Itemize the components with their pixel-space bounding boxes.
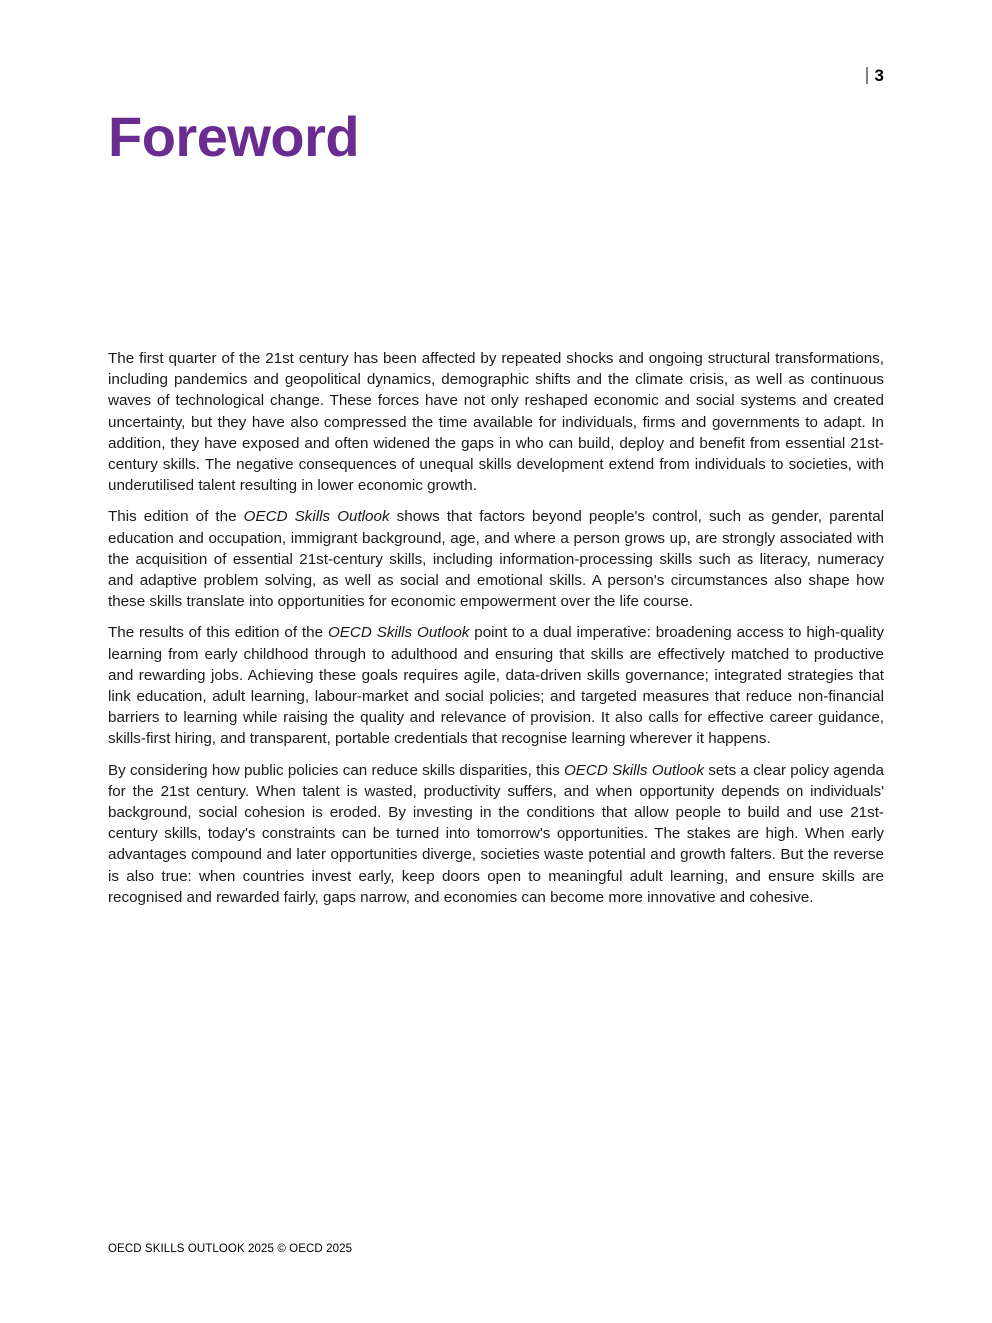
text-run: This edition of the: [108, 508, 244, 526]
body-paragraph: [108, 760, 884, 908]
body-paragraph: [108, 348, 884, 496]
text-run: The results of this edition of the: [108, 624, 328, 642]
page-footer: OECD SKILLS OUTLOOK 2025 © OECD 2025: [108, 1243, 353, 1255]
text-run: sets a clear policy agenda for the 21st century. When talent is wasted, productivity suffers, and when opportunity depends on individuals' background, social cohesion is eroded. By investing in the conditions that allow people to build and use 21st-century skills, today's constraints can be turned into tomorrow's opportunities. The stakes are high. When early advantages compound and later opportunities diverge, societies waste potential and growth falters. But the reverse is also true: when countries invest early, keep doors open to meaningful adult learning, and ensure skills are recognised and rewarded fairly, gaps narrow, and economies can become more innovative and cohesive.: [108, 761, 884, 906]
text-run: point to a dual imperative: broadening access to high-quality learning from early childhood through to adulthood and ensuring that skills are effectively matched to productive and rewarding jobs. Achieving these goals requires agile, data-driven skills governance; integrated strategies that link education, adult learning, labour-market and social policies; and targeted measures that reduce non-financial barriers to learning while raising the quality and relevance of provision. It also calls for effective career guidance, skills-first hiring, and transparent, portable credentials that recognise learning wherever it happens.: [108, 624, 884, 748]
body-text: [108, 348, 884, 908]
publication-title-italic: OECD Skills Outlook: [327, 624, 470, 642]
publication-title-italic: OECD Skills Outlook: [563, 761, 705, 779]
page-title: Foreword: [108, 105, 360, 168]
publication-title-italic: OECD Skills Outlook: [243, 508, 390, 526]
body-paragraph: [108, 506, 884, 612]
page-header: [108, 62, 884, 88]
text-run: shows that factors beyond people's control, such as gender, parental education and occupation, immigrant background, age, and where a person grows up, are strongly associated with the acquisition of essential 21st-century skills, including information-processing skills such as literacy, numeracy and adaptive problem solving, as well as social and emotional skills. A person's circumstances also shape how these skills translate into opportunities for economic empowerment over the life course.: [108, 508, 885, 611]
text-run: By considering how public policies can reduce skills disparities, this: [108, 761, 564, 779]
page-number: 3: [874, 65, 884, 85]
header-divider-rule: [866, 67, 868, 84]
text-run: The first quarter of the 21st century has been affected by repeated shocks and ongoing structural transformations, including pandemics and geopolitical dynamics, demographic shifts and the climate crisis, as well as continuous waves of technological change. These forces have not only reshaped economic and social systems and created uncertainty, but they have also compressed the time available for individuals, firms and governments to adapt. In addition, they have exposed and often widened the gaps in who can build, deploy and benefit from essential 21st-century skills. The negative consequences of unequal skills development extend from individuals to societies, with underutilised talent resulting in lower economic growth.: [108, 350, 884, 495]
body-paragraph: [108, 622, 884, 749]
